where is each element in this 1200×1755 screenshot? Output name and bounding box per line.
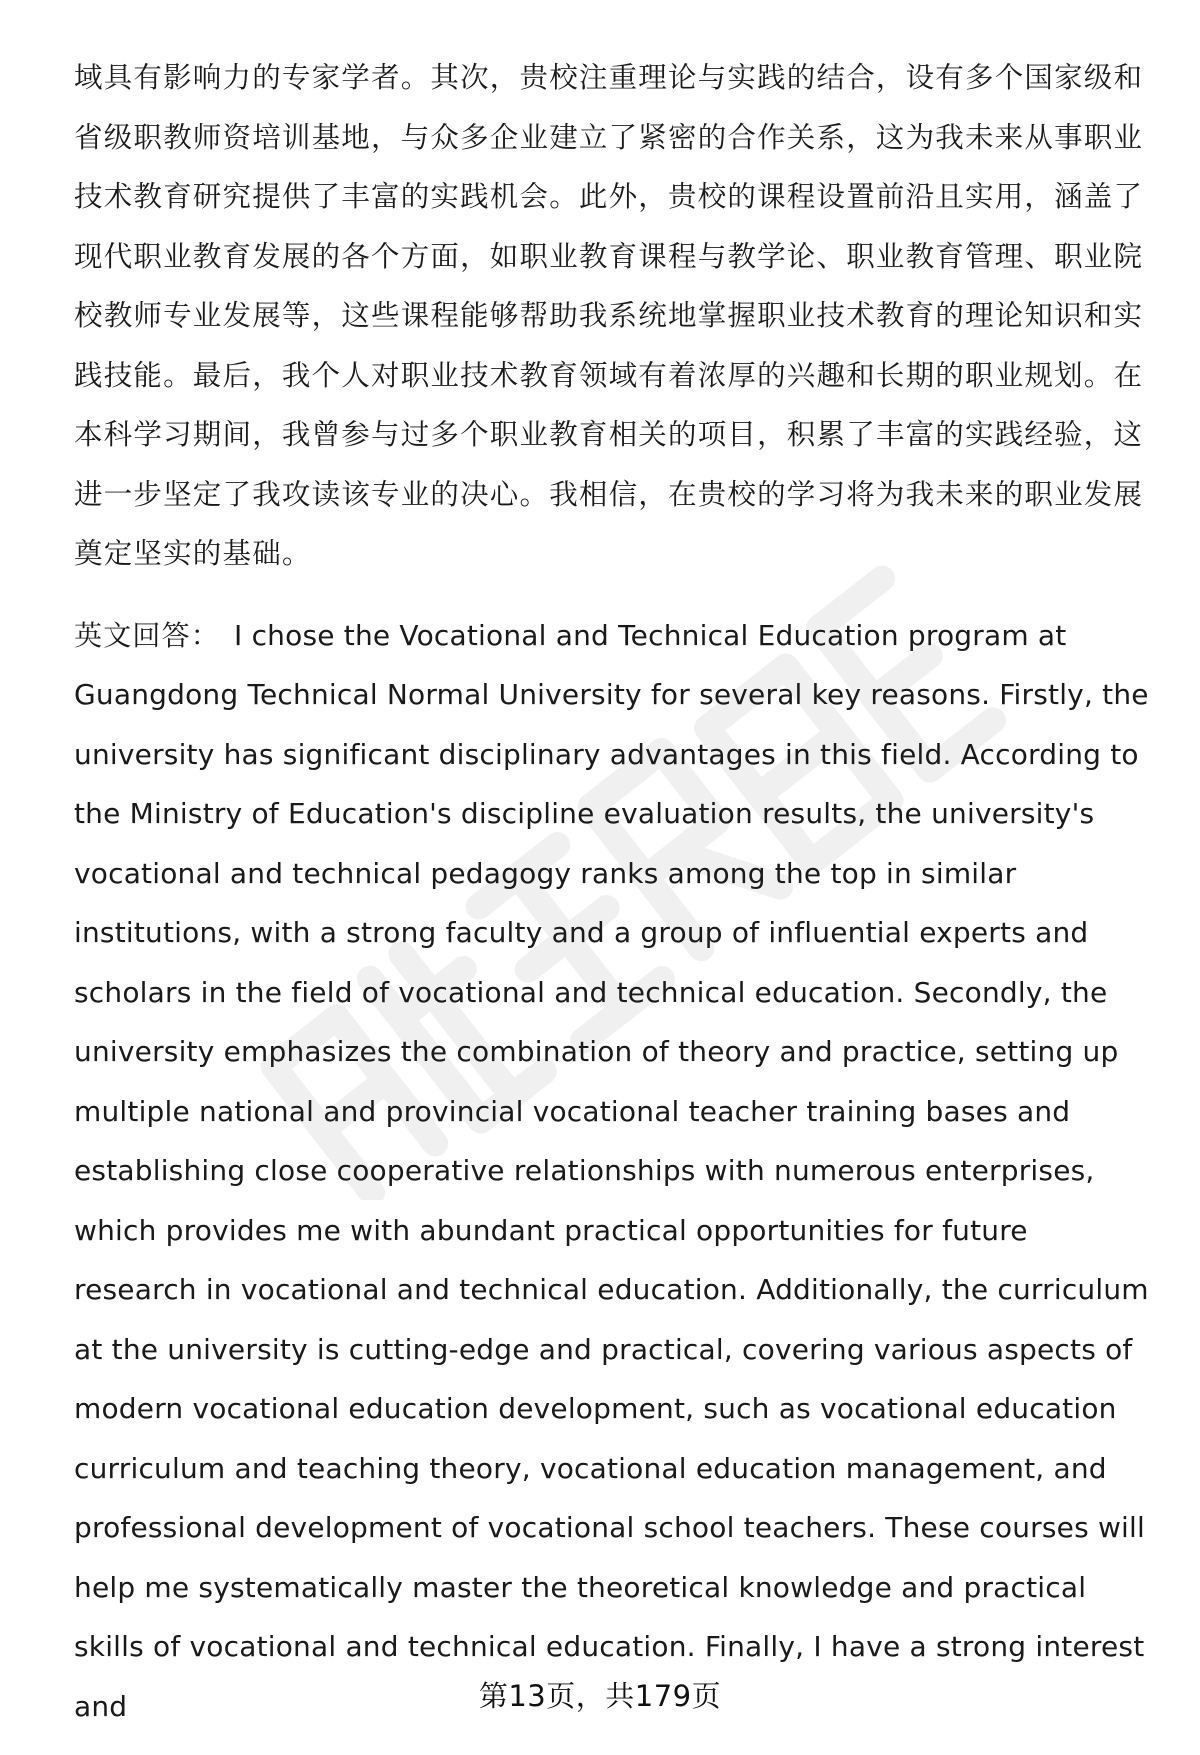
page-number-footer: 第13页，共179页 <box>478 1679 722 1713</box>
body-content <box>74 48 1154 1736</box>
english-answer-label: 英文回答： <box>74 618 221 652</box>
english-answer-paragraph <box>74 606 1154 1737</box>
chinese-paragraph: 域具有影响力的专家学者。其次，贵校注重理论与实践的结合，设有多个国家级和省级职教师资培训基地，与众多企业建立了紧密的合作关系，这为我未来从事职业技术教育研究提供了丰富的实践机会。此外，贵校的课程设置前沿且实用，涵盖了现代职业教育发展的各个方面，如职业教育课程与教学论、职业教育管理、职业院校教师专业发展等，这些课程能够帮助我系统地掌握职业技术教育的理论知识和实践技能。最后，我个人对职业技术教育领域有着浓厚的兴趣和长期的职业规划。在本科学习期间，我曾参与过多个职业教育相关的项目，积累了丰富的实践经验，这进一步坚定了我攻读该专业的决心。我相信，在贵校的学习将为我未来的职业发展奠定坚实的基础。 <box>74 61 1144 570</box>
english-answer-text: I chose the Vocational and Technical Education program at Guangdong Technical Normal University for several key reasons. Firstly, the university has significant disciplinary advantages in this field. According to the Ministry of Education's discipline evaluation results, the university's vocational and technical pedagogy ranks among the top in similar institutions, with a strong faculty and a group of influential experts and scholars in the field of vocational and technical education. Secondly, the university emphasizes the combination of theory and practice, setting up multiple national and provincial vocational teacher training bases and establishing close cooperative relationships with numerous enterprises, which provides me with abundant practical opportunities for future research in vocational and technical education. Additionally, the curriculum at the university is cutting-edge and practical, covering various aspects of modern vocational education development, such as vocational education curriculum and teaching theory, vocational education management, and professional development of vocational school teachers. These courses will help me systematically master the theoretical knowledge and practical skills of vocational and technical education. Finally, I have a strong interest and <box>74 618 1149 1723</box>
